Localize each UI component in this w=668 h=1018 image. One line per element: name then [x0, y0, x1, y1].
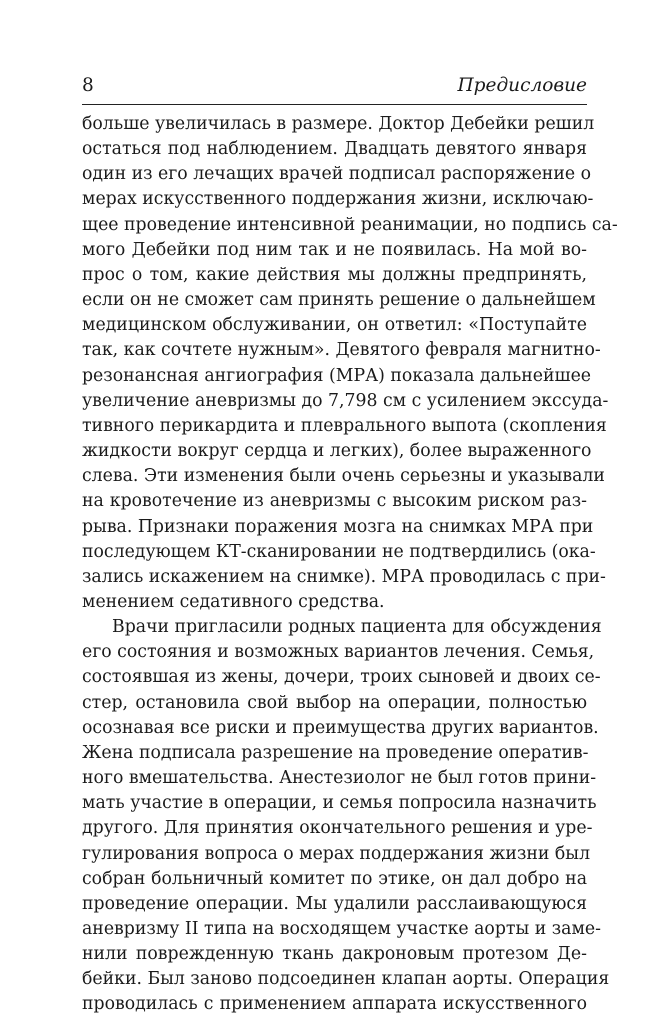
text-line: осознавая все риски и преимущества других вариантов.	[82, 717, 599, 738]
page-number: 8	[82, 75, 94, 96]
text-line: его состояния и возможных вариантов лечения. Семья,	[82, 642, 595, 663]
text-line: нили поврежденную ткань дакроновым протезом Де-	[82, 944, 587, 965]
text-line: собран больничный комитет по этике, он дал добро на	[82, 868, 587, 889]
text-line: рыва. Признаки поражения мозга на снимках МРА при	[82, 516, 594, 537]
text-line: состоявшая из жены, дочери, троих сыновей и двоих се-	[82, 667, 601, 688]
text-line: гулирования вопроса о мерах поддержания жизни был	[82, 843, 591, 864]
text-line: ного вмешательства. Анестезиолог не был готов прини-	[82, 768, 597, 789]
text-line: на кровотечение из аневризмы с высоким риском раз-	[82, 491, 587, 512]
text-line: другого. Для принятия окончательного решения и уре-	[82, 818, 593, 839]
text-line: зались искажением на снимке). МРА проводилась с при-	[82, 566, 606, 587]
text-line: слева. Эти изменения были очень серьезны и указывали	[82, 466, 605, 487]
text-line: менением седативного средства.	[82, 591, 385, 612]
text-line: мать участие в операции, и семья попросила назначить	[82, 793, 597, 814]
header-rule	[82, 104, 587, 105]
text-line: остаться под наблюдением. Двадцать девятого января	[82, 139, 587, 160]
text-line: последующем КТ-сканировании не подтвердились (ока-	[82, 541, 596, 562]
text-line: жидкости вокруг сердца и легких), более выраженного	[82, 441, 592, 462]
text-line: тивного перикардита и плеврального выпота (скопления	[82, 415, 607, 436]
text-line: медицинском обслуживании, он ответил: «Поступайте	[82, 315, 587, 336]
section-title: Предисловие	[457, 75, 587, 96]
text-line: бейки. Был заново подсоединен клапан аорты. Операция	[82, 969, 610, 990]
text-line: щее проведение интенсивной реанимации, но подпись са-	[82, 214, 618, 235]
text-line: так, как сочтете нужным». Девятого февраля магнитно-	[82, 340, 601, 361]
text-line: резонансная ангиография (МРА) показала дальнейшее	[82, 365, 592, 386]
text-line: если он не сможет сам принять решение о дальнейшем	[82, 290, 596, 311]
text-line: стер, остановила свой выбор на операции, полностью	[82, 692, 587, 713]
text-line: проводилась с применением аппарата искусственного	[82, 994, 587, 1015]
text-line: Врачи пригласили родных пациента для обсуждения	[112, 617, 602, 638]
text-line: увеличение аневризмы до 7,798 см с усилением экссуда-	[82, 390, 609, 411]
text-line: один из его лечащих врачей подписал распоряжение о	[82, 164, 591, 185]
text-line: аневризму II типа на восходящем участке аорты и заме-	[82, 919, 601, 939]
text-line: больше увеличилась в размере. Доктор Дебейки решил	[82, 114, 595, 134]
paragraph	[82, 112, 618, 615]
body-text	[82, 112, 618, 1018]
text-line: мерах искусственного поддержания жизни, исключаю-	[82, 189, 594, 210]
paragraph	[82, 615, 610, 1018]
running-header	[82, 74, 587, 98]
text-line: проведение операции. Мы удалили расслаивающуюся	[82, 893, 587, 914]
text-line: прос о том, какие действия мы должны предпринять,	[82, 264, 587, 285]
text-line: Жена подписала разрешение на проведение оператив-	[82, 742, 589, 763]
text-line: мого Дебейки под ним так и не появилась. На мой во-	[82, 239, 587, 260]
